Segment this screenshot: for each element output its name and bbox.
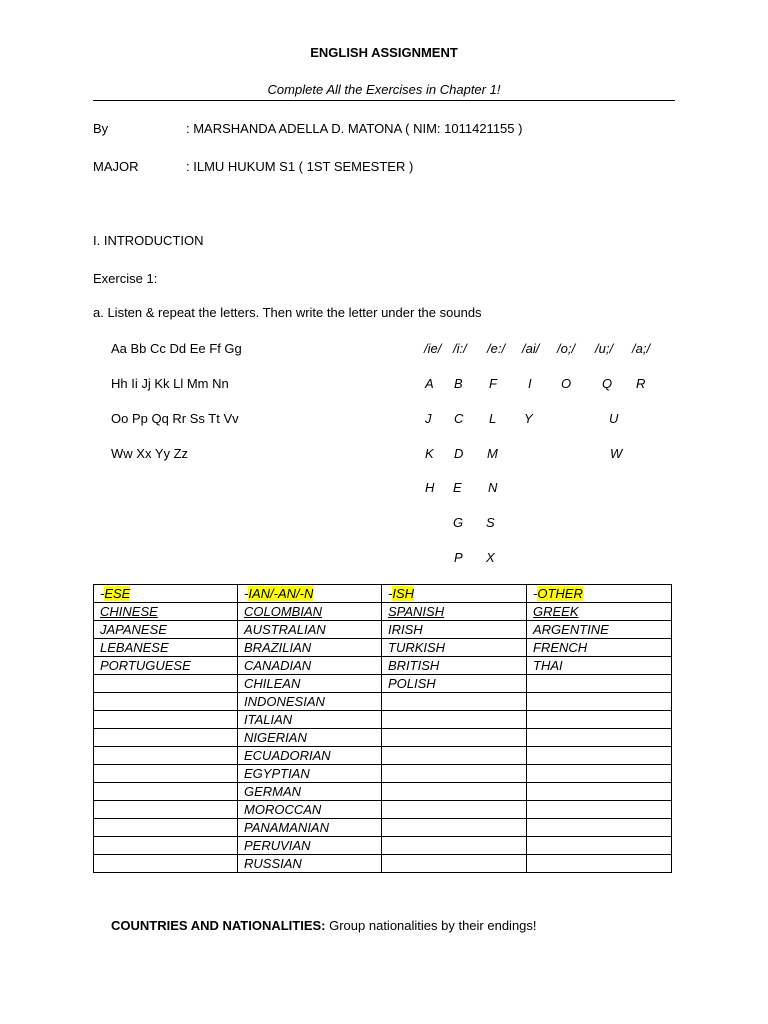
- table-cell: [382, 837, 527, 855]
- sound-letter: I: [528, 376, 532, 391]
- sound-letter: M: [487, 446, 498, 461]
- table-row: [94, 675, 672, 693]
- sound-letter: R: [636, 376, 646, 391]
- table-cell: BRITISH: [382, 657, 527, 675]
- table-row: [94, 711, 672, 729]
- table-cell: [382, 819, 527, 837]
- table-cell: [94, 747, 238, 765]
- table-cell: [94, 837, 238, 855]
- table-cell: [382, 801, 527, 819]
- table-cell: [527, 675, 672, 693]
- table-cell: [94, 765, 238, 783]
- table-cell: CHILEAN: [238, 675, 382, 693]
- table-cell: [527, 783, 672, 801]
- table-cell: PANAMANIAN: [238, 819, 382, 837]
- table-cell: [94, 819, 238, 837]
- sound-symbol: /ie/: [424, 341, 442, 356]
- table-cell: [527, 837, 672, 855]
- table-cell: PERUVIAN: [238, 837, 382, 855]
- table-cell: FRENCH: [527, 639, 672, 657]
- table-cell: [382, 747, 527, 765]
- table-cell: IRISH: [382, 621, 527, 639]
- by-label: By: [93, 121, 109, 136]
- sound-letter: K: [425, 446, 434, 461]
- alphabet-row: Aa Bb Cc Dd Ee Ff Gg: [111, 341, 242, 356]
- countries-note-heading: COUNTRIES AND NATIONALITIES:: [111, 918, 326, 933]
- table-cell: [527, 855, 672, 873]
- table-row: [94, 621, 672, 639]
- table-cell: [94, 711, 238, 729]
- sound-symbol: /e:/: [487, 341, 506, 356]
- table-cell: AUSTRALIAN: [238, 621, 382, 639]
- document-title: ENGLISH ASSIGNMENT: [310, 45, 458, 60]
- table-cell: CHINESE: [94, 603, 238, 621]
- table-cell: EGYPTIAN: [238, 765, 382, 783]
- table-row: [94, 639, 672, 657]
- table-row: [94, 837, 672, 855]
- table-cell: [382, 711, 527, 729]
- sound-letter: D: [454, 446, 464, 461]
- table-cell: RUSSIAN: [238, 855, 382, 873]
- header-divider: [93, 100, 675, 101]
- table-row: [94, 693, 672, 711]
- sound-letter: F: [489, 376, 497, 391]
- table-cell: CANADIAN: [238, 657, 382, 675]
- table-cell: [527, 765, 672, 783]
- countries-note-text: Group nationalities by their endings!: [325, 918, 537, 933]
- table-cell: [527, 693, 672, 711]
- sound-symbol: /ai/: [522, 341, 540, 356]
- table-row: [94, 657, 672, 675]
- table-cell: [94, 729, 238, 747]
- alphabet-row: Ww Xx Yy Zz: [111, 446, 189, 461]
- table-cell: BRAZILIAN: [238, 639, 382, 657]
- countries-note: [111, 918, 537, 934]
- table-cell: [94, 783, 238, 801]
- table-cell: ECUADORIAN: [238, 747, 382, 765]
- sound-letter: U: [609, 411, 619, 426]
- sound-letter: B: [454, 376, 463, 391]
- sound-letter: N: [488, 480, 498, 495]
- table-row: [94, 729, 672, 747]
- sound-letter: O: [561, 376, 572, 391]
- sound-symbol: /a;/: [632, 341, 651, 356]
- major-value: : ILMU HUKUM S1 ( 1ST SEMESTER ): [186, 159, 414, 174]
- sound-letter: E: [453, 480, 462, 495]
- alphabet-row: Oo Pp Qq Rr Ss Tt Vv: [111, 411, 239, 426]
- sound-letter: G: [453, 515, 464, 530]
- table-row: [94, 855, 672, 873]
- table-cell: GREEK: [527, 603, 672, 621]
- exercise-label: Exercise 1:: [93, 271, 158, 286]
- sound-letter: Q: [602, 376, 613, 391]
- by-value: : MARSHANDA ADELLA D. MATONA ( NIM: 1011421155 ): [186, 121, 523, 136]
- sound-letter: P: [454, 550, 463, 565]
- table-cell: [382, 855, 527, 873]
- sound-letter: J: [425, 411, 432, 426]
- header-ian: -IAN/-AN/-N: [238, 585, 382, 603]
- table-cell: GERMAN: [238, 783, 382, 801]
- document-subtitle: Complete All the Exercises in Chapter 1!: [267, 82, 501, 97]
- sound-letter: C: [454, 411, 464, 426]
- sound-symbol: /i:/: [453, 341, 467, 356]
- section-heading: I. INTRODUCTION: [93, 233, 204, 248]
- table-cell: INDONESIAN: [238, 693, 382, 711]
- sound-letter: H: [425, 480, 435, 495]
- exercise-instruction: a. Listen & repeat the letters. Then write the letter under the sounds: [93, 305, 482, 320]
- table-cell: [527, 801, 672, 819]
- table-cell: [382, 765, 527, 783]
- table-row: [94, 819, 672, 837]
- table-cell: PORTUGUESE: [94, 657, 238, 675]
- table-cell: [527, 747, 672, 765]
- alphabet-row: Hh Ii Jj Kk Ll Mm Nn: [111, 376, 229, 391]
- table-row: [94, 765, 672, 783]
- table-cell: [94, 693, 238, 711]
- table-cell: [527, 729, 672, 747]
- header-other: -OTHER: [527, 585, 672, 603]
- table-cell: [382, 783, 527, 801]
- table-cell: COLOMBIAN: [238, 603, 382, 621]
- table-cell: [94, 801, 238, 819]
- table-cell: THAI: [527, 657, 672, 675]
- table-cell: SPANISH: [382, 603, 527, 621]
- table-cell: ARGENTINE: [527, 621, 672, 639]
- nationalities-table: [93, 584, 672, 873]
- sound-letter: Y: [524, 411, 533, 426]
- header-ish: -ISH: [382, 585, 527, 603]
- table-cell: [382, 693, 527, 711]
- table-row: [94, 801, 672, 819]
- table-header-row: [94, 585, 672, 603]
- table-row: [94, 747, 672, 765]
- sound-letter: X: [486, 550, 495, 565]
- sound-symbol: /o;/: [557, 341, 576, 356]
- table-row: [94, 603, 672, 621]
- sound-letter: W: [610, 446, 623, 461]
- table-cell: TURKISH: [382, 639, 527, 657]
- table-cell: [382, 729, 527, 747]
- table-cell: POLISH: [382, 675, 527, 693]
- table-cell: MOROCCAN: [238, 801, 382, 819]
- major-label: MAJOR: [93, 159, 139, 174]
- sound-letter: L: [489, 411, 497, 426]
- table-cell: ITALIAN: [238, 711, 382, 729]
- table-cell: [527, 819, 672, 837]
- table-cell: JAPANESE: [94, 621, 238, 639]
- table-cell: [94, 675, 238, 693]
- table-cell: LEBANESE: [94, 639, 238, 657]
- table-row: [94, 783, 672, 801]
- sound-symbol: /u;/: [595, 341, 614, 356]
- table-cell: NIGERIAN: [238, 729, 382, 747]
- sound-letter: A: [425, 376, 434, 391]
- sound-letter: S: [486, 515, 495, 530]
- table-cell: [527, 711, 672, 729]
- header-ese: -ESE: [94, 585, 238, 603]
- table-cell: [94, 855, 238, 873]
